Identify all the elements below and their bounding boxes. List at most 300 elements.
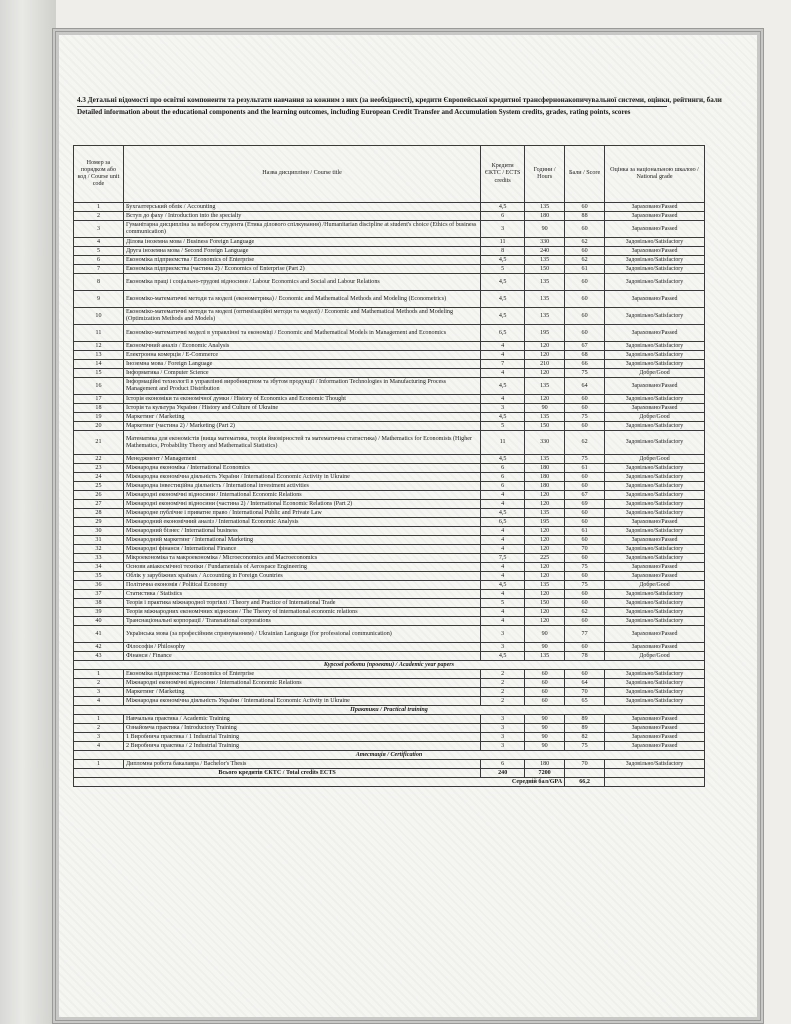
cell-hours: 120 (525, 545, 565, 554)
cell-score: 82 (565, 733, 605, 742)
cell-score: 75 (565, 563, 605, 572)
course-row (74, 572, 705, 581)
gpa-label: Середній бал/GPA (74, 778, 565, 787)
cell-code: 37 (74, 590, 124, 599)
course-row (74, 536, 705, 545)
cell-credits: 4 (481, 351, 525, 360)
cell-score: 60 (565, 536, 605, 545)
col-score-header: Бали / Score (565, 146, 605, 203)
course-row (74, 308, 705, 325)
cell-credits: 4,5 (481, 378, 525, 395)
cell-code: 36 (74, 581, 124, 590)
course-row (74, 652, 705, 661)
cell-grade: Добре/Good (605, 581, 705, 590)
cell-code: 26 (74, 491, 124, 500)
cell-credits: 3 (481, 221, 525, 238)
cell-title: Українська мова (за професійним спрямуванням) / Ukrainian Language (for professional communication) (123, 626, 480, 643)
cell-credits: 4,5 (481, 455, 525, 464)
cell-credits: 4 (481, 500, 525, 509)
cell-score: 75 (565, 742, 605, 751)
cell-code: 10 (74, 308, 124, 325)
cell-title: Математика для економістів (вища математика, теорія ймовірностей та математична статистика) / Mathematics for Economists (Higher Mathematics, Probability Theory and Mathematical Statistics) (123, 431, 480, 455)
cell-score: 62 (565, 608, 605, 617)
course-row (74, 238, 705, 247)
cell-grade: Задовільно/Satisfactory (605, 509, 705, 518)
cell-title: Економіко-математичні методи та моделі (оптимізаційні методи та моделі) / Economic and Mathematical Methods and Modeling (Optimization Methods and Models) (123, 308, 480, 325)
cell-credits: 4,5 (481, 256, 525, 265)
cell-score: 78 (565, 652, 605, 661)
course-row (74, 221, 705, 238)
paper-row (74, 688, 705, 697)
total-credits-row (74, 769, 705, 778)
cell-code: 33 (74, 554, 124, 563)
cell-title: Маркетинг / Marketing (123, 413, 480, 422)
course-row (74, 378, 705, 395)
cell-score: 89 (565, 724, 605, 733)
cell-score: 64 (565, 679, 605, 688)
cell-title: Вступ до фаху / Introduction into the specialty (123, 212, 480, 221)
grades-table (73, 145, 705, 787)
cell-grade: Добре/Good (605, 369, 705, 378)
section-training (74, 706, 705, 715)
course-row (74, 265, 705, 274)
cell-score: 89 (565, 715, 605, 724)
cell-code: 43 (74, 652, 124, 661)
course-row (74, 482, 705, 491)
cell-hours: 135 (525, 455, 565, 464)
cell-hours: 135 (525, 291, 565, 308)
cell-title: Навчальна практика / Academic Training (123, 715, 480, 724)
cell-code: 1 (74, 203, 124, 212)
course-row (74, 491, 705, 500)
cell-grade: Зараховано/Passed (605, 715, 705, 724)
cell-grade: Задовільно/Satisfactory (605, 760, 705, 769)
cell-score: 60 (565, 509, 605, 518)
cell-credits: 7 (481, 360, 525, 369)
cell-title: Менеджмент / Management (123, 455, 480, 464)
cell-score: 69 (565, 500, 605, 509)
col-hours-header: Години / Hours (525, 146, 565, 203)
cell-score: 60 (565, 247, 605, 256)
cell-grade: Зараховано/Passed (605, 626, 705, 643)
cell-score: 60 (565, 291, 605, 308)
cell-grade: Задовільно/Satisfactory (605, 527, 705, 536)
cell-hours: 120 (525, 536, 565, 545)
cell-grade: Задовільно/Satisfactory (605, 238, 705, 247)
cell-score: 60 (565, 395, 605, 404)
cell-title: Мікроекономіка та макроекономіка / Microeconomics and Macroeconomics (123, 554, 480, 563)
cell-title: Електронна комерція / E-Commerce (123, 351, 480, 360)
cell-score: 61 (565, 265, 605, 274)
cell-hours: 135 (525, 378, 565, 395)
cell-code: 17 (74, 395, 124, 404)
training-row (74, 742, 705, 751)
course-row (74, 518, 705, 527)
paper-row (74, 679, 705, 688)
cell-title: Теорія і практика міжнародної торгівлі / Theory and Practice of International Trade (123, 599, 480, 608)
cell-credits: 4 (481, 617, 525, 626)
cell-grade: Зараховано/Passed (605, 724, 705, 733)
cell-hours: 135 (525, 308, 565, 325)
cell-code: 31 (74, 536, 124, 545)
cell-credits: 4,5 (481, 581, 525, 590)
total-hours-value: 7200 (525, 769, 565, 778)
cell-credits: 5 (481, 599, 525, 608)
col-grade-header: Оцінка за національною шкалою / National grade (605, 146, 705, 203)
cell-code: 2 (74, 679, 124, 688)
cell-code: 3 (74, 688, 124, 697)
cell-credits: 11 (481, 431, 525, 455)
cell-grade: Задовільно/Satisfactory (605, 308, 705, 325)
course-row (74, 581, 705, 590)
cell-title: Дипломна робота бакалавра / Bachelor's Thesis (123, 760, 480, 769)
cell-title: Міжнародне публічне і приватне право / International Public and Private Law (123, 509, 480, 518)
cell-credits: 4 (481, 369, 525, 378)
cell-title: Основи авіакосмічної техніки / Fundamentals of Aerospace Engineering (123, 563, 480, 572)
paper-row (74, 670, 705, 679)
cell-title: Маркетинг (частина 2) / Marketing (Part 2) (123, 422, 480, 431)
cell-hours: 180 (525, 212, 565, 221)
cell-title: Економіка праці і соціально-трудові відносини / Labour Economics and Social and Labour Relations (123, 274, 480, 291)
cell-grade: Задовільно/Satisfactory (605, 679, 705, 688)
cell-grade: Задовільно/Satisfactory (605, 422, 705, 431)
cell-score: 60 (565, 422, 605, 431)
cell-score: 60 (565, 203, 605, 212)
cell-hours: 120 (525, 351, 565, 360)
cell-grade: Задовільно/Satisfactory (605, 500, 705, 509)
cell-code: 18 (74, 404, 124, 413)
cell-hours: 180 (525, 482, 565, 491)
gpa-row (74, 778, 705, 787)
cell-credits: 11 (481, 238, 525, 247)
section-header (77, 96, 737, 116)
cell-hours: 120 (525, 369, 565, 378)
cell-title: Ділова іноземна мова / Business Foreign Language (123, 238, 480, 247)
cell-hours: 135 (525, 256, 565, 265)
cell-credits: 7,5 (481, 554, 525, 563)
cell-code: 2 (74, 724, 124, 733)
cell-title: Міжнародна економічна діяльність України / International Economic Activity in Ukraine (123, 697, 480, 706)
total-credits-value: 240 (481, 769, 525, 778)
total-grade-empty (605, 769, 705, 778)
cell-score: 60 (565, 617, 605, 626)
cell-score: 65 (565, 697, 605, 706)
cell-code: 1 (74, 715, 124, 724)
cell-credits: 5 (481, 265, 525, 274)
cell-grade: Задовільно/Satisfactory (605, 670, 705, 679)
cell-title: Інформаційні технології в управлінні виробництвом та збутом продукції / Information Technologies in Manufacturing Process Management and Product Distribution (123, 378, 480, 395)
cell-title: Економіко-математичні методи та моделі (економетрика) / Economic and Mathematical Methods and Modeling (Econometrics) (123, 291, 480, 308)
cell-score: 75 (565, 455, 605, 464)
cell-hours: 90 (525, 643, 565, 652)
cell-grade: Задовільно/Satisfactory (605, 256, 705, 265)
cell-title: 2 Виробнича практика / 2 Industrial Training (123, 742, 480, 751)
cell-title: Міжнародний економічний аналіз / International Economic Analysis (123, 518, 480, 527)
cell-code: 3 (74, 733, 124, 742)
training-row (74, 733, 705, 742)
cell-code: 21 (74, 431, 124, 455)
cell-title: Економіка підприємства / Economics of Enterprise (123, 670, 480, 679)
cell-hours: 135 (525, 581, 565, 590)
cell-code: 22 (74, 455, 124, 464)
cell-code: 7 (74, 265, 124, 274)
cell-hours: 90 (525, 715, 565, 724)
cell-title: Економіка підприємства / Economics of Enterprise (123, 256, 480, 265)
cell-credits: 4 (481, 491, 525, 500)
cell-score: 62 (565, 431, 605, 455)
cell-code: 30 (74, 527, 124, 536)
cell-score: 67 (565, 342, 605, 351)
course-row (74, 431, 705, 455)
cell-credits: 6 (481, 212, 525, 221)
cell-code: 25 (74, 482, 124, 491)
cell-hours: 90 (525, 724, 565, 733)
course-row (74, 599, 705, 608)
cell-score: 60 (565, 221, 605, 238)
cell-score: 61 (565, 464, 605, 473)
cell-grade: Задовільно/Satisfactory (605, 599, 705, 608)
cell-code: 23 (74, 464, 124, 473)
cell-credits: 4 (481, 527, 525, 536)
cell-grade: Добре/Good (605, 413, 705, 422)
cell-grade: Задовільно/Satisfactory (605, 395, 705, 404)
cell-hours: 180 (525, 464, 565, 473)
course-row (74, 608, 705, 617)
course-row (74, 626, 705, 643)
cell-hours: 60 (525, 670, 565, 679)
cell-grade: Зараховано/Passed (605, 643, 705, 652)
cell-hours: 120 (525, 563, 565, 572)
training-row (74, 724, 705, 733)
cell-credits: 3 (481, 733, 525, 742)
cell-hours: 120 (525, 572, 565, 581)
course-row (74, 413, 705, 422)
course-row (74, 351, 705, 360)
col-credits-header: Кредити ЄКТС / ECTS credits (481, 146, 525, 203)
course-row (74, 509, 705, 518)
cell-credits: 4,5 (481, 652, 525, 661)
cell-score: 60 (565, 482, 605, 491)
cell-hours: 120 (525, 617, 565, 626)
cell-hours: 225 (525, 554, 565, 563)
cell-title: 1 Виробнича практика / 1 Industrial Training (123, 733, 480, 742)
cell-score: 70 (565, 760, 605, 769)
cell-grade: Задовільно/Satisfactory (605, 617, 705, 626)
course-row (74, 256, 705, 265)
cell-credits: 4 (481, 536, 525, 545)
cell-hours: 135 (525, 413, 565, 422)
cell-credits: 6 (481, 482, 525, 491)
cell-grade: Задовільно/Satisfactory (605, 360, 705, 369)
course-row (74, 360, 705, 369)
cell-score: 60 (565, 518, 605, 527)
cell-grade: Задовільно/Satisfactory (605, 545, 705, 554)
cell-grade: Зараховано/Passed (605, 221, 705, 238)
cell-score: 60 (565, 308, 605, 325)
cell-grade: Задовільно/Satisfactory (605, 688, 705, 697)
cell-credits: 6 (481, 464, 525, 473)
cell-title: Філософія / Philosophy (123, 643, 480, 652)
cell-score: 62 (565, 256, 605, 265)
cell-score: 70 (565, 545, 605, 554)
cell-code: 9 (74, 291, 124, 308)
cell-title: Іноземна мова / Foreign Language (123, 360, 480, 369)
cell-grade: Зараховано/Passed (605, 563, 705, 572)
cell-grade: Зараховано/Passed (605, 291, 705, 308)
cell-grade: Добре/Good (605, 652, 705, 661)
cell-hours: 120 (525, 608, 565, 617)
col-code-header: Номер за порядком або код / Course unit code (74, 146, 124, 203)
cell-grade: Зараховано/Passed (605, 518, 705, 527)
cell-hours: 135 (525, 509, 565, 518)
cell-credits: 4 (481, 563, 525, 572)
course-row (74, 500, 705, 509)
cell-score: 64 (565, 378, 605, 395)
cell-code: 16 (74, 378, 124, 395)
course-row (74, 212, 705, 221)
cell-hours: 135 (525, 652, 565, 661)
cell-title: Міжнародні економічні відносини / International Economic Relations (123, 491, 480, 500)
cell-title: Транснаціональні корпорації / Transnational corporations (123, 617, 480, 626)
cell-credits: 3 (481, 626, 525, 643)
header-title-uk: 4.3 Детальні відомості про освітні компоненти та результати навчання за кожним з них (за необхідності), кредити Європейської кредитної трансфернонакопичувальної системи, оцінки, рейтинги, бали (77, 96, 722, 104)
course-row (74, 369, 705, 378)
cell-code: 4 (74, 238, 124, 247)
cell-grade: Задовільно/Satisfactory (605, 431, 705, 455)
cell-credits: 2 (481, 670, 525, 679)
cell-title: Міжнародний маркетинг / International Marketing (123, 536, 480, 545)
gpa-empty (605, 778, 705, 787)
cell-grade: Задовільно/Satisfactory (605, 590, 705, 599)
cell-grade: Зараховано/Passed (605, 212, 705, 221)
course-row (74, 563, 705, 572)
cell-credits: 4 (481, 590, 525, 599)
cell-grade: Добре/Good (605, 455, 705, 464)
cell-code: 24 (74, 473, 124, 482)
cell-credits: 2 (481, 679, 525, 688)
cell-credits: 3 (481, 404, 525, 413)
course-row (74, 203, 705, 212)
cell-credits: 8 (481, 247, 525, 256)
cell-title: Міжнародна інвестиційна діяльність / International investment activities (123, 482, 480, 491)
cell-title: Інформатика / Computer Science (123, 369, 480, 378)
cell-code: 34 (74, 563, 124, 572)
cell-code: 15 (74, 369, 124, 378)
cell-code: 3 (74, 221, 124, 238)
cell-score: 75 (565, 413, 605, 422)
cell-grade: Задовільно/Satisfactory (605, 342, 705, 351)
cell-code: 42 (74, 643, 124, 652)
section-certification (74, 751, 705, 760)
binding-edge (0, 0, 56, 1024)
cell-title: Економічний аналіз / Economic Analysis (123, 342, 480, 351)
cell-hours: 150 (525, 265, 565, 274)
cell-hours: 90 (525, 404, 565, 413)
cell-hours: 120 (525, 590, 565, 599)
course-row (74, 464, 705, 473)
cell-code: 1 (74, 670, 124, 679)
cell-code: 5 (74, 247, 124, 256)
cell-credits: 6,5 (481, 325, 525, 342)
cell-credits: 6 (481, 473, 525, 482)
cell-credits: 6,5 (481, 518, 525, 527)
cell-score: 60 (565, 274, 605, 291)
cell-score: 70 (565, 688, 605, 697)
cell-code: 14 (74, 360, 124, 369)
course-row (74, 473, 705, 482)
cell-score: 75 (565, 369, 605, 378)
cell-grade: Зараховано/Passed (605, 203, 705, 212)
cell-hours: 330 (525, 238, 565, 247)
cell-hours: 60 (525, 697, 565, 706)
section-certification-title: Атестація / Certification (74, 751, 705, 760)
course-row (74, 643, 705, 652)
cell-title: Політична економія / Political Economy (123, 581, 480, 590)
gpa-value: 66,2 (565, 778, 605, 787)
cell-credits: 6 (481, 760, 525, 769)
cell-title: Міжнародний бізнес / International business (123, 527, 480, 536)
header-title-en: Detailed information about the educational components and the learning outcomes, including European Credit Transfer and Accumulation System credits, grades, rating points, scores (77, 107, 631, 116)
cell-hours: 150 (525, 599, 565, 608)
course-row (74, 617, 705, 626)
cell-grade: Задовільно/Satisfactory (605, 464, 705, 473)
cell-title: Облік у зарубіжних країнах / Accounting in Foreign Countries (123, 572, 480, 581)
cell-score: 88 (565, 212, 605, 221)
cell-score: 62 (565, 238, 605, 247)
certification-row (74, 760, 705, 769)
section-training-title: Практики / Practical training (74, 706, 705, 715)
cell-code: 38 (74, 599, 124, 608)
cell-credits: 3 (481, 715, 525, 724)
cell-title: Економіка підприємства (частина 2) / Economics of Enterprise (Part 2) (123, 265, 480, 274)
cell-hours: 120 (525, 527, 565, 536)
cell-credits: 4 (481, 545, 525, 554)
cell-score: 60 (565, 670, 605, 679)
cell-credits: 4 (481, 608, 525, 617)
cell-hours: 135 (525, 274, 565, 291)
cell-code: 12 (74, 342, 124, 351)
cell-title: Історія та культура України / History and Culture of Ukraine (123, 404, 480, 413)
course-row (74, 342, 705, 351)
cell-title: Міжнародна економіка / International Economics (123, 464, 480, 473)
cell-hours: 150 (525, 422, 565, 431)
course-row (74, 274, 705, 291)
cell-score: 60 (565, 590, 605, 599)
cell-grade: Зараховано/Passed (605, 404, 705, 413)
cell-hours: 180 (525, 473, 565, 482)
cell-score: 68 (565, 351, 605, 360)
cell-title: Теорія міжнародних економічних відносин / The Theory of international economic relations (123, 608, 480, 617)
cell-code: 20 (74, 422, 124, 431)
cell-code: 8 (74, 274, 124, 291)
cell-title: Ознайомча практика / Introductory Training (123, 724, 480, 733)
cell-code: 28 (74, 509, 124, 518)
cell-hours: 240 (525, 247, 565, 256)
cell-hours: 90 (525, 742, 565, 751)
cell-code: 27 (74, 500, 124, 509)
cell-score: 60 (565, 473, 605, 482)
table-body (74, 203, 705, 787)
cell-hours: 120 (525, 342, 565, 351)
cell-score: 75 (565, 581, 605, 590)
cell-hours: 120 (525, 491, 565, 500)
cell-credits: 4,5 (481, 291, 525, 308)
cell-title: Фінанси / Finance (123, 652, 480, 661)
cell-grade: Задовільно/Satisfactory (605, 265, 705, 274)
training-row (74, 715, 705, 724)
cell-credits: 4 (481, 572, 525, 581)
cell-hours: 180 (525, 760, 565, 769)
